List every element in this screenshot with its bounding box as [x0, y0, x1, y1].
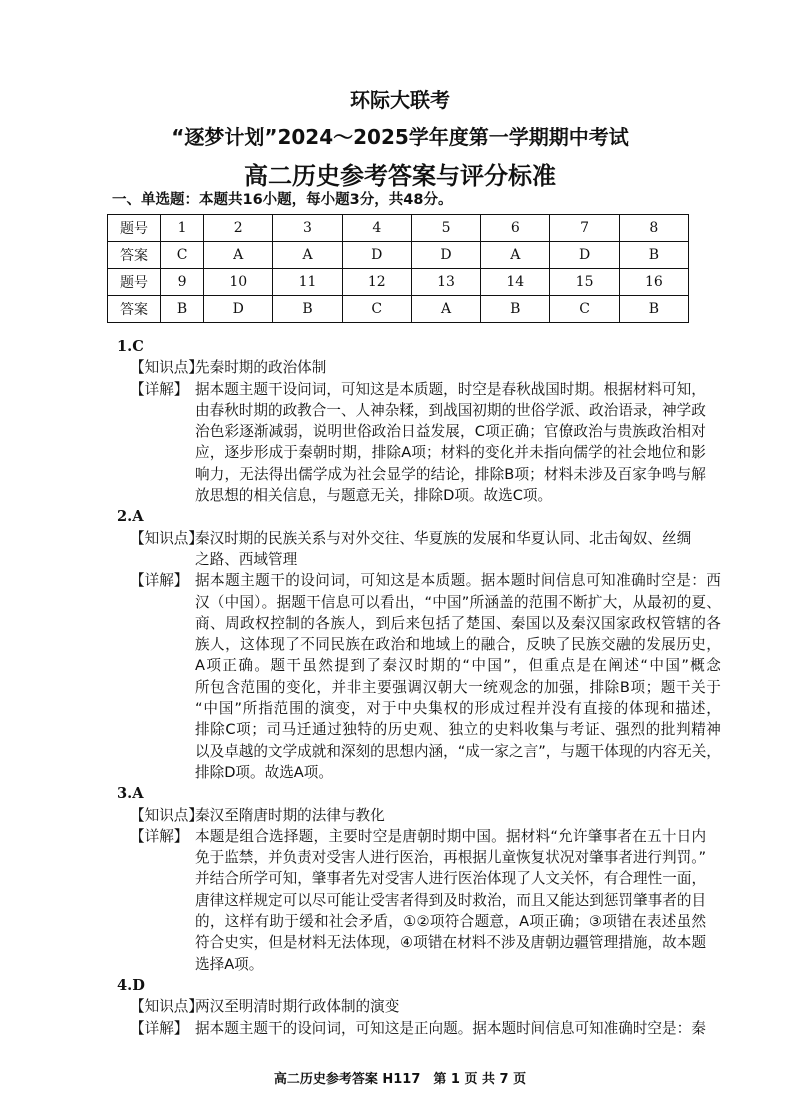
answer-cell: B: [481, 296, 550, 323]
explanation-line: 据本题主题干的设问词，可知这是本质题。据本题时间信息可知准确时空是：西: [195, 572, 721, 590]
explanation-line: 放思想的相关信息，与题意无关，排除D项。故选C项。: [195, 487, 553, 505]
explanation-line: 唐律这样规定可以尽可能让受害者得到及时救治，而且又能达到惩罚肇事者的目: [195, 891, 707, 909]
knowledge-point-line: 两汉至明清时期行政体制的演变: [195, 998, 400, 1016]
knowledge-point-line: 秦汉至隋唐时期的法律与教化: [195, 806, 385, 824]
explanation-line: 免于监禁，并负责对受害人进行医治，再根据儿童恢复状况对肇事者进行判罚。”: [195, 849, 707, 867]
section-heading: 一、单选题：本题共16小题，每小题3分，共48分。: [112, 192, 453, 208]
explanation-line: 商、周政权控制的各族人，到后来包括了楚国、秦国以及秦汉国家政权管辖的各: [195, 614, 721, 632]
explanation-tag: 【详解】: [130, 380, 189, 398]
answer-cell: A: [481, 242, 550, 269]
row-label: 题号: [108, 269, 161, 296]
answer-item: [117, 336, 706, 506]
explanation-line: 以及卓越的文学成就和深刻的思想内涵，“成一家之言”，与题干体现的内容无关，: [195, 742, 721, 760]
question-number-cell: 10: [204, 269, 273, 296]
question-number-cell: 3: [273, 215, 342, 242]
answer-cell: D: [204, 296, 273, 323]
row-label: 答案: [108, 296, 161, 323]
knowledge-point-line: 秦汉时期的民族关系与对外交往、华夏族的发展和华夏认同、北击匈奴、丝绸: [195, 529, 692, 547]
item-number: 2.A: [117, 508, 144, 526]
exam-name-title: “逐梦计划”2024～2025学年度第一学期期中考试: [171, 125, 629, 149]
explanation-line: 排除D项。故选A项。: [195, 763, 333, 781]
answer-cell: C: [342, 296, 411, 323]
answer-cell: B: [273, 296, 342, 323]
knowledge-point: [117, 805, 687, 826]
question-number-cell: 1: [161, 215, 204, 242]
answer-cell: C: [161, 242, 204, 269]
item-number: 4.D: [117, 976, 145, 994]
explanation-line: 所包含范围的变化，并非主要强调汉朝大一统观念的加强，排除B项；题干关于: [195, 678, 721, 696]
question-number-cell: 5: [411, 215, 480, 242]
answer-cell: D: [550, 242, 619, 269]
answer-cell: B: [161, 296, 204, 323]
page-footer: 高二历史参考答案 H117 第 1 页 共 7 页: [273, 1072, 527, 1087]
explanation-line: 由春秋时期的政教合一、人神杂糅，到战国初期的世俗学派、政治语录，神学政: [195, 401, 706, 419]
answer-cell: A: [204, 242, 273, 269]
explanation-line: 据本题主题干的设问词，可知这是正向题。据本题时间信息可知准确时空是：秦: [195, 1019, 706, 1037]
question-number-cell: 12: [342, 269, 411, 296]
question-number-cell: 14: [481, 269, 550, 296]
knowledge-point-tag: 【知识点】: [130, 359, 203, 377]
explanation-line: 族人，这体现了不同民族在政治和地域上的融合，反映了民族交融的发展历史，: [195, 636, 721, 654]
question-number-row: [108, 215, 689, 242]
explanation-line: 汉（中国）。据题干信息可以看出，“中国”所涵盖的范围不断扩大，从最初的夏、: [195, 593, 721, 611]
explanation-tag: 【详解】: [130, 1019, 189, 1037]
explanation-line: “中国”所指范围的演变，对于中央集权的形成过程并没有直接的体现和描述，: [195, 700, 721, 718]
explanation-tag: 【详解】: [130, 827, 189, 845]
knowledge-point-tag: 【知识点】: [130, 998, 203, 1016]
answer-explanations: [117, 336, 721, 1039]
document-title: 高二历史参考答案与评分标准: [244, 162, 556, 190]
answer-row: [108, 296, 689, 323]
question-number-cell: 13: [411, 269, 480, 296]
question-number-cell: 16: [619, 269, 688, 296]
item-number: 3.A: [117, 785, 144, 803]
answer-row: [108, 242, 689, 269]
explanation-line: 治色彩逐渐减弱，说明世俗政治日益发展，C项正确；官僚政治与贵族政治相对: [195, 423, 706, 441]
explanation: [117, 1018, 706, 1039]
answer-cell: A: [273, 242, 342, 269]
answer-cell: B: [619, 242, 688, 269]
answer-item: [117, 783, 707, 975]
knowledge-point: [117, 996, 687, 1017]
explanation-tag: 【详解】: [130, 572, 189, 590]
explanation-line: 响力，无法得出儒学成为社会显学的结论，排除B项；材料未涉及百家争鸣与解: [195, 465, 706, 483]
explanation-line: 本题是组合选择题，主要时空是唐朝时期中国。据材料“允许肇事者在五十日内: [195, 827, 707, 845]
knowledge-point-line: 之路、西域管理: [195, 550, 298, 568]
question-number-cell: 9: [161, 269, 204, 296]
explanation-line: 选择A项。: [195, 955, 264, 973]
explanation: [117, 379, 706, 507]
answer-item: [117, 975, 706, 1039]
question-number-cell: 2: [204, 215, 273, 242]
explanation-line: 应，逐步形成于秦朝时期，排除A项；材料的变化并未指向儒学的社会地位和影: [195, 444, 706, 462]
exam-org-title: 环际大联考: [350, 88, 450, 112]
explanation-line: 并结合所学可知，肇事者先对受害人进行医治体现了人文关怀，有合理性一面，: [195, 870, 707, 888]
answer-cell: B: [619, 296, 688, 323]
knowledge-point-line: 先秦时期的政治体制: [195, 359, 327, 377]
explanation-line: 的，这样有助于缓和社会矛盾，①②项符合题意，A项正确；③项错在表述虽然: [195, 913, 707, 931]
knowledge-point-tag: 【知识点】: [130, 806, 203, 824]
answer-cell: A: [411, 296, 480, 323]
knowledge-point-tag: 【知识点】: [130, 529, 203, 547]
row-label: 答案: [108, 242, 161, 269]
answer-table: [107, 214, 689, 323]
question-number-cell: 15: [550, 269, 619, 296]
explanation: [117, 570, 721, 783]
knowledge-point: [117, 357, 687, 378]
question-number-cell: 4: [342, 215, 411, 242]
knowledge-point: [117, 528, 692, 571]
answer-item: [117, 506, 721, 783]
question-number-cell: 8: [619, 215, 688, 242]
row-label: 题号: [108, 215, 161, 242]
answer-cell: D: [411, 242, 480, 269]
question-number-cell: 7: [550, 215, 619, 242]
explanation-line: 排除C项；司马迁通过独特的历史观、独立的史料收集与考证、强烈的批判精神: [195, 721, 721, 739]
question-number-row: [108, 269, 689, 296]
question-number-cell: 6: [481, 215, 550, 242]
explanation-line: 据本题主题干设问词，可知这是本质题，时空是春秋战国时期。根据材料可知，: [195, 380, 706, 398]
answer-cell: D: [342, 242, 411, 269]
question-number-cell: 11: [273, 269, 342, 296]
answer-cell: C: [550, 296, 619, 323]
explanation: [117, 826, 707, 975]
explanation-line: A项正确。题干虽然提到了秦汉时期的“中国”，但重点是在阐述“中国”概念: [195, 657, 721, 675]
item-number: 1.C: [117, 338, 144, 355]
explanation-line: 符合史实，但是材料无法体现，④项错在材料不涉及唐朝边疆管理措施，故本题: [195, 934, 707, 952]
